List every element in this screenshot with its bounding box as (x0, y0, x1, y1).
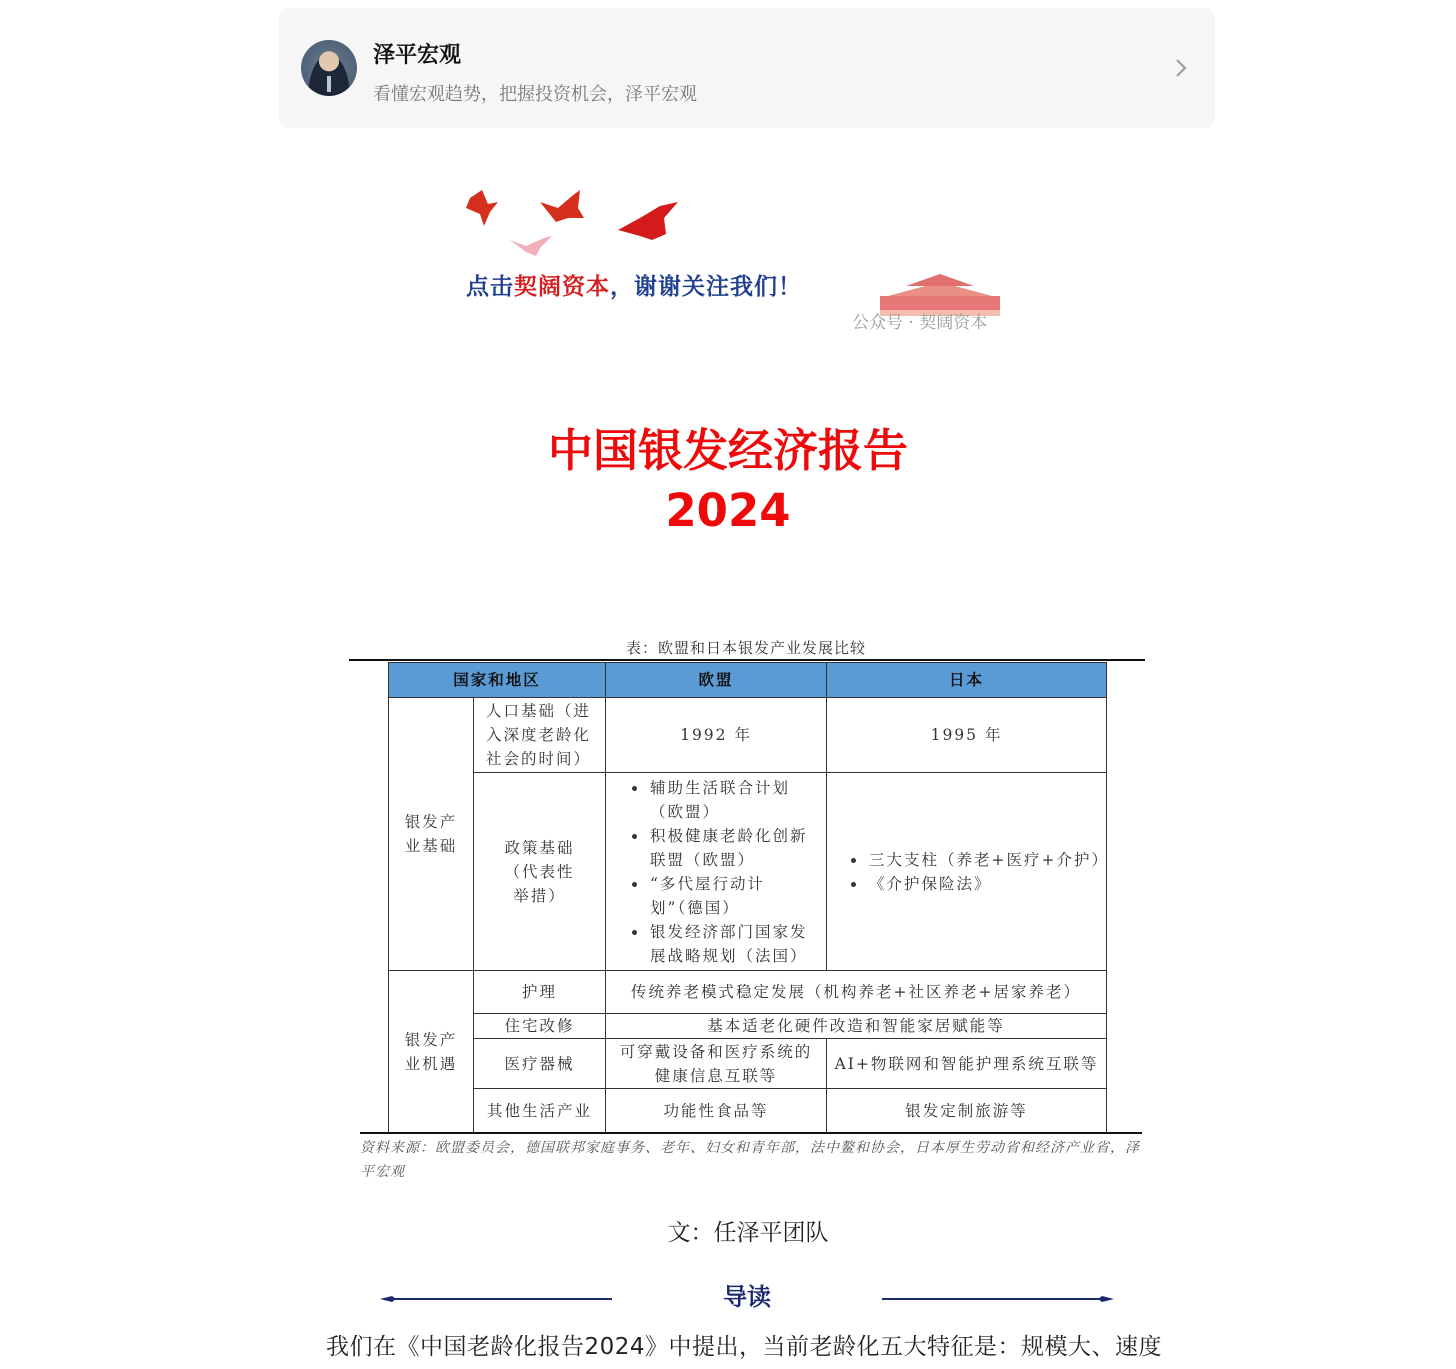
banner-slogan: 点击契阔资本，谢谢关注我们！ (466, 274, 802, 300)
table-caption: 表：欧盟和日本银发产业发展比较 (625, 639, 866, 657)
row-population-label: 人口基础（进入深度老龄化社会的时间） (474, 698, 606, 773)
header-eu: 欧盟 (606, 663, 827, 698)
table-bottom-rule (360, 1132, 1142, 1134)
author-line: 文：任泽平团队 (667, 1220, 829, 1246)
account-description: 看懂宏观趋势，把握投资机会，泽平宏观 (373, 84, 697, 105)
list-item: • 辅助生活联合计划（欧盟） (648, 776, 812, 824)
list-item: • 《介护保险法》 (867, 872, 1106, 896)
population-japan: 1995 年 (827, 698, 1107, 773)
comparison-table (388, 662, 1107, 1133)
table-top-rule (349, 659, 1145, 661)
row-care-label: 护理 (474, 971, 606, 1014)
policy-eu (606, 773, 827, 971)
list-item: • 三大支柱（养老+医疗+介护） (867, 848, 1106, 872)
medical-eu: 可穿戴设备和医疗系统的健康信息互联等 (606, 1039, 827, 1089)
list-item: • 积极健康老龄化创新联盟（欧盟） (648, 824, 812, 872)
report-title: 中国银发经济报告 (547, 424, 908, 477)
other-japan: 银发定制旅游等 (827, 1089, 1107, 1133)
policy-japan (827, 773, 1107, 971)
group-opportunity: 银发产业机遇 (389, 971, 474, 1133)
guide-title: 导读 (723, 1283, 771, 1311)
medical-japan: AI+物联网和智能护理系统互联等 (827, 1039, 1107, 1089)
row-policy-label: 政策基础（代表性举措） (474, 773, 606, 971)
account-name: 泽平宏观 (373, 43, 462, 68)
header-region: 国家和地区 (389, 663, 606, 698)
row-medical-label: 医疗器械 (474, 1039, 606, 1089)
table-source: 资料来源：欧盟委员会，德国联邦家庭事务、老年、妇女和青年部，法中鳌和协会，日本厚生劳动省和经济产业省，泽平宏观 (360, 1140, 1140, 1180)
population-eu: 1992 年 (606, 698, 827, 773)
follow-banner[interactable] (440, 178, 1060, 348)
row-other-label: 其他生活产业 (474, 1089, 606, 1133)
banner-watermark: 公众号 · 契阔资本 (852, 313, 988, 333)
care-value: 传统养老模式稳定发展（机构养老+社区养老+居家养老） (606, 971, 1107, 1014)
chevron-right-icon[interactable] (1167, 54, 1195, 82)
housing-value: 基本适老化硬件改造和智能家居赋能等 (606, 1014, 1107, 1039)
group-foundation: 银发产业基础 (389, 698, 474, 971)
report-year: 2024 (665, 484, 791, 537)
list-item: • 银发经济部门国家发展战略规划（法国） (648, 920, 812, 968)
divider-ornament-right (882, 1292, 1114, 1306)
account-card[interactable] (279, 8, 1215, 128)
article-paragraph: 我们在《中国老龄化报告2024》中提出，当前老龄化五大特征是：规模大、速度 (326, 1334, 1163, 1360)
other-eu: 功能性食品等 (606, 1089, 827, 1133)
account-avatar[interactable] (301, 40, 357, 96)
header-japan: 日本 (827, 663, 1107, 698)
row-housing-label: 住宅改修 (474, 1014, 606, 1039)
list-item: • “多代屋行动计划”（德国） (648, 872, 812, 920)
